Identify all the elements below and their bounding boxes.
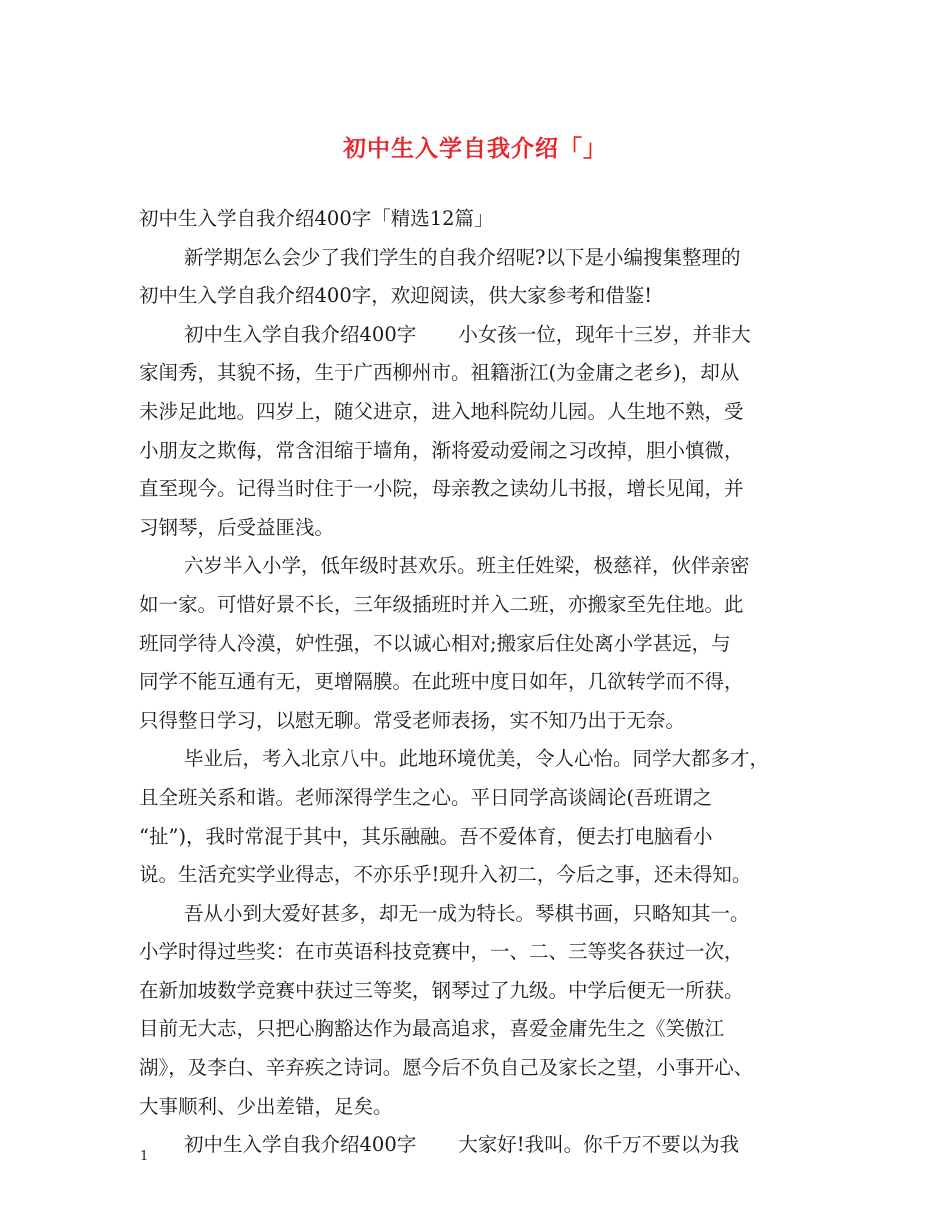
text-line	[139, 509, 829, 548]
text-line	[139, 1010, 829, 1049]
text-line-main: 未涉足此地。四岁上，随父进京，进入地科院幼儿园。人生地不熟，受	[139, 399, 744, 423]
text-line	[139, 663, 829, 702]
text-line-main: 且全班关系和谐。老师深得学生之心。平日同学高谈阔论(吾班谓之	[139, 785, 713, 809]
text-line-main: 吾从小到大爱好甚多，却无一成为特长。琴棋书画，只略知其一。	[184, 901, 750, 925]
text-line-main: 直至现今。记得当时住于一小院，母亲教之读幼儿书报，增长见闻，并	[139, 477, 744, 501]
text-line-tail: 小女孩一位，现年十三岁，并非大	[458, 322, 751, 346]
text-line	[139, 856, 829, 895]
text-line	[139, 277, 829, 316]
text-line-main: 只得整日学习，以慰无聊。常受老师表扬，实不知乃出于无奈。	[139, 708, 686, 732]
text-line	[139, 625, 829, 664]
text-line-main: 新学期怎么会少了我们学生的自我介绍呢?以下是小编搜集整理的	[184, 245, 741, 269]
text-line	[139, 818, 829, 857]
text-line	[139, 354, 829, 393]
text-line	[139, 740, 829, 779]
text-line	[139, 200, 829, 239]
text-line	[139, 779, 829, 818]
text-line-main: 小朋友之欺侮，常含泪缩于墙角，渐将爱动爱闹之习改掉，胆小慎微，	[139, 438, 744, 462]
text-line-main: 如一家。可惜好景不长，三年级插班时并入二班，亦搬家至先住地。此	[139, 592, 744, 616]
text-line	[139, 1049, 829, 1088]
text-line	[139, 1088, 829, 1127]
text-line-main: 六岁半入小学，低年级时甚欢乐。班主任姓梁，极慈祥，伙伴亲密	[184, 554, 750, 578]
text-line-main: 目前无大志，只把心胸豁达作为最高追求，喜爱金庸先生之《笑傲江	[139, 1017, 725, 1041]
text-line	[139, 895, 829, 934]
page-number: 1	[140, 1149, 149, 1164]
text-line-tail: 大家好!我叫。你千万不要以为我	[458, 1133, 740, 1157]
text-line-main: 习钢琴，后受益匪浅。	[139, 515, 335, 539]
text-line	[139, 470, 829, 509]
text-line-main: 湖》，及李白、辛弃疾之诗词。愿今后不负自己及家长之望，小事开心、	[139, 1056, 754, 1080]
text-line	[139, 933, 829, 972]
text-line	[139, 1126, 829, 1165]
text-line-main: 说。生活充实学业得志，不亦乐乎!现升入初二，今后之事，还未得知。	[139, 863, 752, 887]
text-line	[139, 316, 829, 355]
text-line-main: 大事顺利、少出差错，足矣。	[139, 1094, 393, 1118]
text-line	[139, 702, 829, 741]
text-line-main: 初中生入学自我介绍400字	[184, 1133, 417, 1157]
text-line-main: 家闺秀，其貌不扬，生于广西柳州市。祖籍浙江(为金庸之老乡)，却从	[139, 361, 740, 385]
text-line-main: “扯”)，我时常混于其中，其乐融融。吾不爱体育，便去打电脑看小	[139, 824, 713, 848]
text-line-main: 毕业后，考入北京八中。此地环境优美，令人心怡。同学大都多才，	[184, 747, 770, 771]
text-line-main: 初中生入学自我介绍400字	[184, 322, 417, 346]
text-line-main: 初中生入学自我介绍400字「精选12篇」	[139, 207, 494, 230]
text-line-main: 小学时得过些奖：在市英语科技竞赛中，一、二、三等奖各获过一次，	[139, 940, 744, 964]
text-line-main: 班同学待人冷漠，妒性强，不以诚心相对;搬家后住处离小学甚远，与	[139, 631, 731, 655]
text-line-main: 在新加坡数学竞赛中获过三等奖，钢琴过了九级。中学后便无一所获。	[139, 978, 744, 1002]
text-line	[139, 432, 829, 471]
text-line	[139, 972, 829, 1011]
text-line	[139, 586, 829, 625]
text-line-main: 初中生入学自我介绍400字，欢迎阅读，供大家参考和借鉴!	[139, 284, 653, 308]
text-line	[139, 547, 829, 586]
document-title: 初中生入学自我介绍「」	[343, 135, 607, 162]
document-body	[139, 200, 829, 1165]
text-line	[139, 239, 829, 278]
text-line-main: 同学不能互通有无，更增隔膜。在此班中度日如年，几欲转学而不得，	[139, 670, 744, 694]
text-line	[139, 393, 829, 432]
